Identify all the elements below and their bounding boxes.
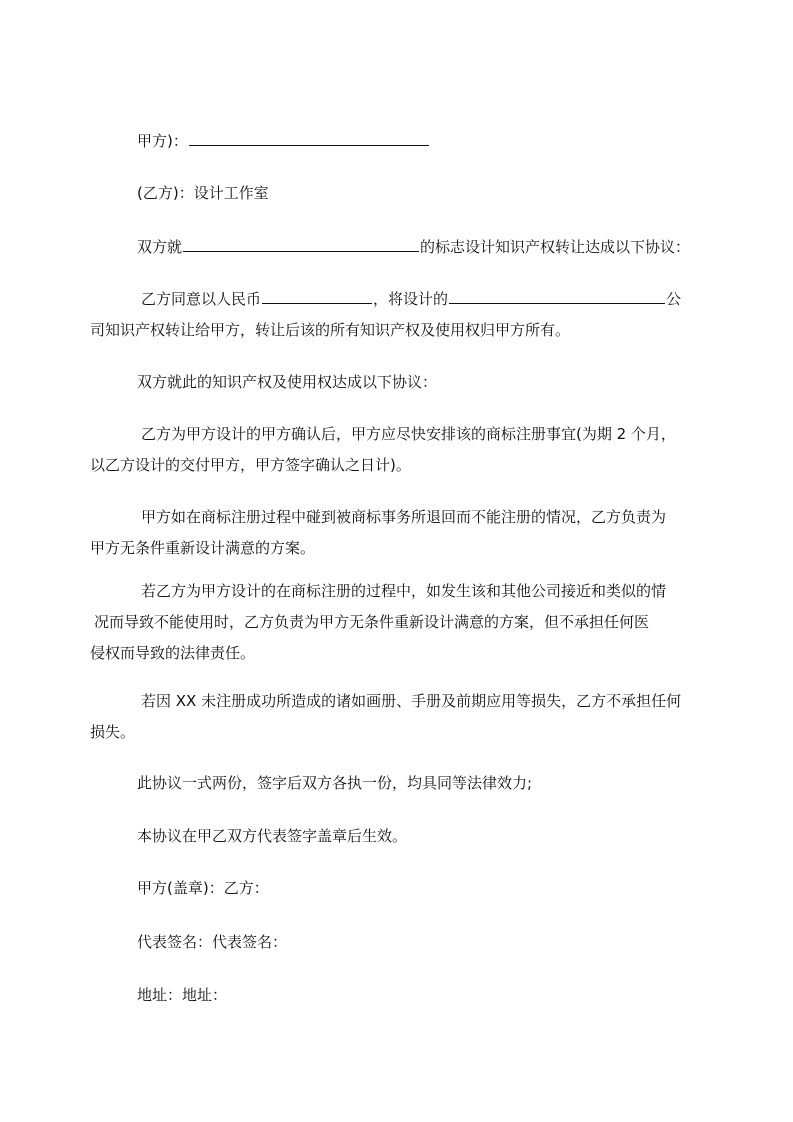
clause-3-line-3: 侵权而导致的法律责任。 <box>90 644 256 662</box>
party-a-line <box>0 126 793 157</box>
clause-4 <box>0 686 793 748</box>
intro-prefix: 双方就 <box>137 238 183 256</box>
clause-1-line-2: 以乙方设计的交付甲方，甲方签字确认之日计)。 <box>90 456 411 474</box>
transfer-line-1 <box>0 284 793 315</box>
transfer-text-c: 公 <box>666 290 682 308</box>
signature-address: 地址：地址： <box>137 986 228 1004</box>
clause-3-line-2: 况而导致不能使用时，乙方负责为甲方无条件重新设计满意的方案，但不承担任何医 <box>94 613 650 631</box>
clause-3 <box>0 576 793 669</box>
clause-2-line-2: 甲方无条件重新设计满意的方案。 <box>90 539 316 557</box>
signature-party: 甲方(盖章)：乙方： <box>137 879 269 897</box>
transfer-text-a: 乙方同意以人民币 <box>141 290 262 308</box>
intro-paragraph <box>0 232 793 263</box>
agree-heading: 双方就此的知识产权及使用权达成以下协议： <box>137 373 438 391</box>
signature-representative: 代表签名：代表签名： <box>137 933 288 951</box>
copies-clause: 此协议一式两份，签字后双方各执一份，均具同等法律效力; <box>137 774 533 792</box>
party-a-label: 甲方)： <box>137 132 188 150</box>
subject-blank <box>183 239 419 252</box>
clause-2-line-1: 甲方如在商标注册过程中碰到被商标事务所退回而不能注册的情况，乙方负责为 <box>141 508 667 526</box>
clause-2 <box>0 502 793 564</box>
transfer-text-b: ，将设计的 <box>373 290 449 308</box>
intro-suffix: 的标志设计知识产权转让达成以下协议： <box>420 238 691 256</box>
design-blank <box>449 291 665 304</box>
transfer-paragraph <box>0 284 793 346</box>
amount-blank <box>262 291 372 304</box>
clause-1 <box>0 419 793 481</box>
clause-1-line-1: 乙方为甲方设计的甲方确认后，甲方应尽快安排该的商标注册事宜(为期 2 个月， <box>141 425 676 443</box>
clause-4-line-1: 若因 XX 未注册成功所造成的诸如画册、手册及前期应用等损失，乙方不承担任何 <box>141 692 682 710</box>
clause-3-line-1: 若乙方为甲方设计的在商标注册的过程中，如发生该和其他公司接近和类似的情 <box>141 582 667 600</box>
effective-clause: 本协议在甲乙双方代表签字盖章后生效。 <box>137 827 408 845</box>
party-b-line: (乙方)：设计工作室 <box>137 184 269 202</box>
clause-4-line-2: 损失。 <box>90 723 136 741</box>
party-a-blank <box>189 133 429 146</box>
transfer-line-2: 司知识产权转让给甲方，转让后该的所有知识产权及使用权归甲方所有。 <box>90 321 571 339</box>
